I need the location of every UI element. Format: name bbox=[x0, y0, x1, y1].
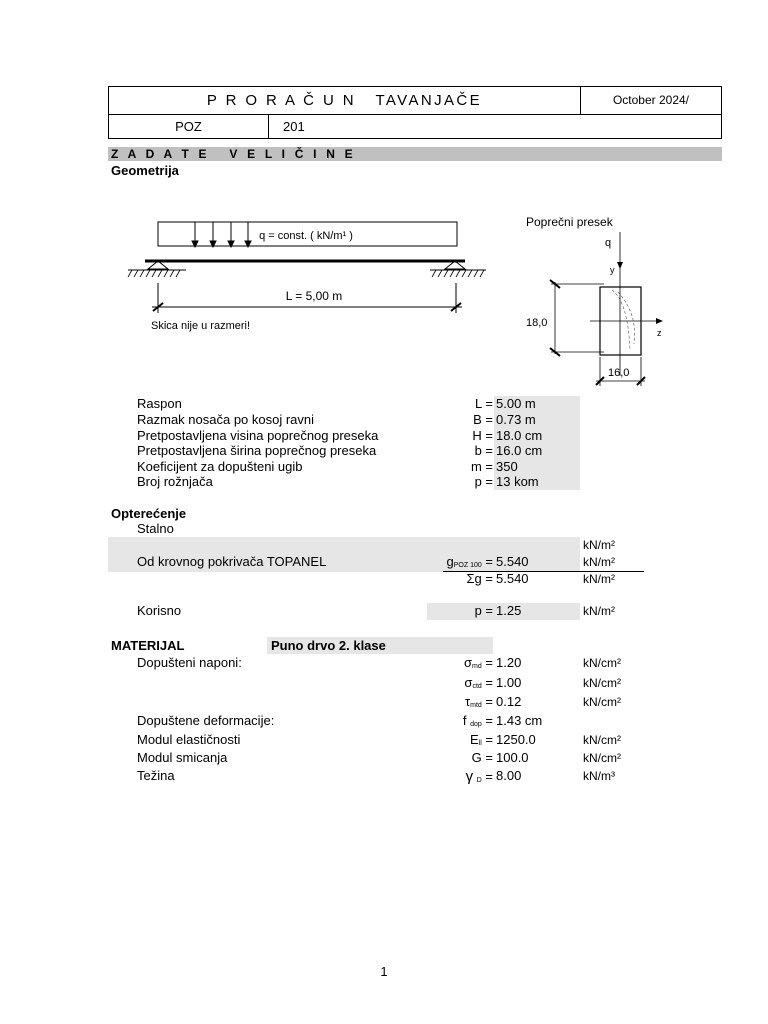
header-row-title bbox=[109, 87, 721, 115]
page-number: 1 bbox=[380, 964, 388, 979]
span-label: L = 5,00 m bbox=[285, 289, 343, 303]
cross-section-title: Poprečni presek bbox=[526, 215, 613, 229]
g-symbol: G = bbox=[471, 750, 493, 765]
param-value: 16.0 cm bbox=[496, 443, 543, 458]
param-symbol: B = bbox=[473, 412, 493, 427]
modul-elasticnosti-label: Modul elastičnosti bbox=[137, 732, 241, 747]
sigma-ctd-unit: kN/cm² bbox=[583, 676, 621, 690]
f-dop-symbol: f $_{dop}$ = bbox=[462, 713, 493, 728]
sketch-note: Skica nije u razmeri! bbox=[151, 320, 251, 332]
e-value: 1250.0 bbox=[496, 732, 536, 747]
korisno-symbol: p = bbox=[474, 603, 493, 618]
dopustene-deformacije-label: Dopuštene deformacije: bbox=[137, 713, 275, 728]
sum-value: 5.540 bbox=[496, 571, 529, 586]
e-unit: kN/cm² bbox=[583, 733, 621, 747]
g-unit: kN/cm² bbox=[583, 751, 621, 765]
sigma-ctd-symbol: $\sigma_{ctd}$ = bbox=[464, 675, 493, 690]
tau-mtd-unit: kN/cm² bbox=[583, 695, 621, 709]
material-class: Puno drvo 2. klase bbox=[271, 638, 386, 653]
gamma-unit: kN/m³ bbox=[583, 769, 615, 783]
param-value: 0.73 m bbox=[496, 412, 536, 427]
poz-value: 201 bbox=[283, 119, 305, 134]
topanel-label: Od krovnog pokrivača TOPANEL bbox=[137, 554, 327, 569]
param-symbol: H = bbox=[472, 428, 493, 443]
load-label: q = const. ( kN/m¹ ) bbox=[259, 230, 353, 242]
korisno-label: Korisno bbox=[137, 603, 182, 618]
f-dop-value: 1.43 cm bbox=[496, 713, 543, 728]
modul-smicanja-label: Modul smicanja bbox=[137, 750, 228, 765]
axis-y-label: y bbox=[610, 265, 615, 275]
param-symbol: b = bbox=[474, 443, 493, 458]
ground-hatch bbox=[128, 270, 484, 277]
param-symbol: p = bbox=[474, 474, 493, 489]
param-symbol: m = bbox=[470, 459, 493, 474]
sum-symbol: Σg = bbox=[466, 571, 493, 586]
poz-label: POZ bbox=[109, 115, 269, 138]
param-label: Koeficijent za dopušteni ugib bbox=[137, 459, 303, 474]
gamma-value: 8.00 bbox=[496, 768, 522, 783]
section-title-bar: Z A D A T E V E L I Č I N E bbox=[108, 147, 722, 161]
param-value: 5.00 m bbox=[496, 396, 536, 411]
korisno-unit: kN/m² bbox=[583, 604, 615, 618]
sigma-md-unit: kN/cm² bbox=[583, 656, 621, 670]
g-value: 100.0 bbox=[496, 750, 529, 765]
geometrija-heading: Geometrija bbox=[111, 163, 179, 178]
param-label: Pretpostavljena širina poprečnog preseka bbox=[137, 443, 377, 458]
tezina-label: Težina bbox=[137, 768, 175, 783]
param-label: Broj rožnjača bbox=[137, 474, 213, 489]
param-label: Raspon bbox=[137, 396, 182, 411]
stalno-label: Stalno bbox=[137, 521, 174, 536]
param-value: 18.0 cm bbox=[496, 428, 543, 443]
e-symbol: $E_{ll}$ = bbox=[469, 732, 493, 747]
sigma-ctd-value: 1.00 bbox=[496, 675, 522, 690]
document-title: P R O R A Č U N TAVANJAČE bbox=[109, 87, 581, 114]
g-poz-symbol: $g_{POZ 100}$ = bbox=[446, 554, 493, 569]
topanel-value: 5.540 bbox=[496, 554, 529, 569]
param-label: Pretpostavljena visina poprečnog preseka bbox=[137, 428, 379, 443]
load-arrows bbox=[192, 222, 251, 247]
sum-unit: kN/m² bbox=[583, 572, 615, 586]
axis-q-label: q bbox=[605, 237, 612, 249]
beam-sketch bbox=[120, 215, 500, 335]
axis-z-label: z bbox=[657, 328, 662, 338]
tau-mtd-value: 0.12 bbox=[496, 694, 522, 709]
param-value: 13 kom bbox=[496, 474, 539, 489]
param-label: Razmak nosača po kosoj ravni bbox=[137, 412, 315, 427]
korisno-value: 1.25 bbox=[496, 603, 522, 618]
header-row-position bbox=[109, 115, 721, 139]
param-symbol: L = bbox=[475, 396, 493, 411]
stalno-unit-top: kN/m² bbox=[583, 538, 615, 552]
document-date: October 2024/ bbox=[612, 93, 690, 107]
materijal-heading: MATERIJAL bbox=[111, 638, 185, 653]
opterecenje-heading: Opterećenje bbox=[111, 506, 187, 521]
header-table bbox=[108, 86, 722, 139]
cross-section-sketch bbox=[520, 232, 680, 392]
sigma-md-value: 1.20 bbox=[496, 655, 522, 670]
tau-mtd-symbol: $\tau_{mtd}$ = bbox=[464, 694, 493, 709]
topanel-unit: kN/m² bbox=[583, 555, 615, 569]
gamma-symbol: γ $_D$ = bbox=[465, 768, 493, 785]
height-dim-label: 18,0 bbox=[526, 317, 548, 329]
dopusteni-naponi-label: Dopušteni naponi: bbox=[137, 655, 242, 670]
param-value: 350 bbox=[496, 459, 518, 474]
width-dim-label: 16,0 bbox=[608, 367, 630, 379]
sigma-md-symbol: $\sigma_{md}$ = bbox=[464, 655, 493, 670]
